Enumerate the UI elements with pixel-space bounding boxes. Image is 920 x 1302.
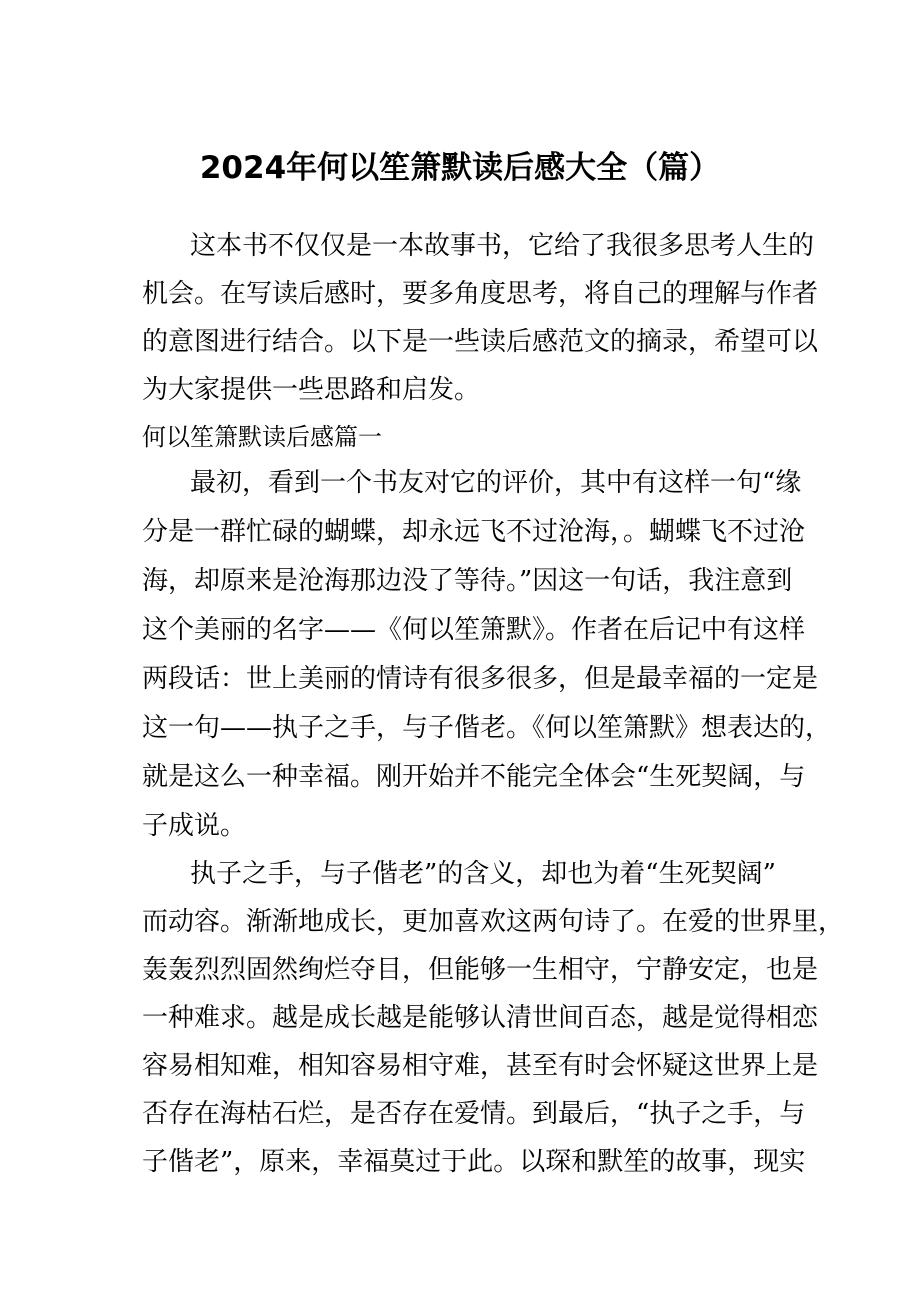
paragraph-line: 海，却原来是沧海那边没了等待。”因这一句话，我注意到	[142, 566, 793, 596]
paragraph-line: 否存在海枯石烂，是否存在爱情。到最后，“执子之手，与	[142, 1099, 806, 1129]
intro-line: 机会。在写读后感时，要多角度思考，将自己的理解与作者	[142, 279, 819, 309]
paragraph-line: 执子之手，与子偕老”的含义，却也为着“生死契阔”	[190, 859, 776, 889]
paragraph-line: 两段话：世上美丽的情诗有很多很多，但是最幸福的一定是	[142, 664, 819, 694]
paragraph-line: 这个美丽的名字——《何以笙箫默》。作者在后记中有这样	[142, 615, 806, 645]
paragraph-line: 而动容。渐渐地成长，更加喜欢这两句诗了。在爱的世界里，	[142, 907, 845, 937]
section-heading: 何以笙箫默读后感篇一	[142, 423, 382, 451]
paragraph-line: 子偕老”，原来，幸福莫过于此。以琛和默笙的故事，现实	[142, 1147, 806, 1177]
paragraph-line: 一种难求。越是成长越是能够认清世间百态，越是觉得相恋	[142, 1003, 819, 1033]
paragraph-line: 容易相知难，相知容易相守难，甚至有时会怀疑这世界上是	[142, 1051, 819, 1081]
paragraph-line: 分是一群忙碌的蝴蝶，却永远飞不过沧海，。蝴蝶飞不过沧	[142, 517, 806, 547]
intro-line: 的意图进行结合。以下是一些读后感范文的摘录，希望可以	[142, 327, 819, 357]
paragraph-line: 这一句——执子之手，与子偕老。《何以笙箫默》想表达的，	[142, 713, 832, 743]
document-title: 2024年何以笙箫默读后感大全（篇）	[199, 150, 721, 186]
paragraph-line: 子成说。	[142, 811, 247, 841]
paragraph-line: 最初，看到一个书友对它的评价，其中有这样一句“缘	[190, 468, 802, 498]
intro-line: 这本书不仅仅是一本故事书，它给了我很多思考人生的	[190, 231, 815, 261]
paragraph-line: 轰轰烈烈固然绚烂夺目，但能够一生相守，宁静安定，也是	[142, 955, 819, 985]
paragraph-line: 就是这么一种幸福。刚开始并不能完全体会“生死契阔，与	[142, 762, 806, 792]
intro-line: 为大家提供一些思路和启发。	[142, 375, 481, 405]
